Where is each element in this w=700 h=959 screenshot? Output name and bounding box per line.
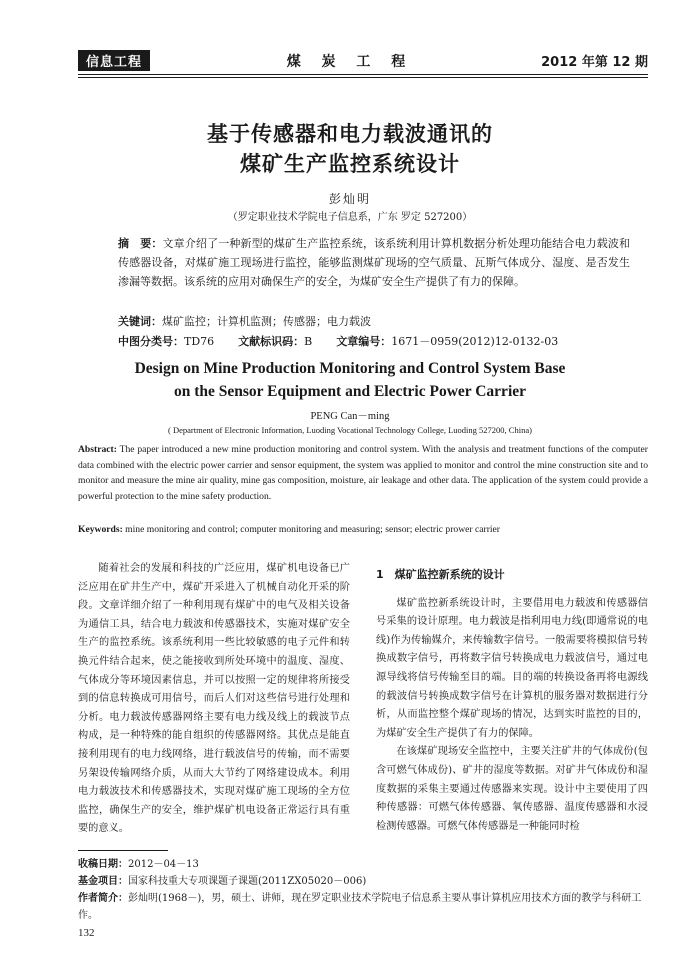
keywords-cn-label: 关键词： <box>118 315 162 328</box>
abstract-cn <box>118 234 630 291</box>
issue-label: 2012 年第 12 期 <box>541 55 648 70</box>
clc-label: 中图分类号： <box>118 335 184 348</box>
title-cn-line2: 煤矿生产监控系统设计 <box>240 152 460 176</box>
clc-value: TD76 <box>184 335 215 348</box>
doc-code-label: 文献标识码： <box>238 335 305 348</box>
fund-value: 国家科技重大专项课题子课题(2011ZX05020－006) <box>128 876 367 887</box>
footnote-fund <box>78 873 648 890</box>
received-label: 收稿日期： <box>78 859 128 870</box>
section-1-heading: 1 煤矿监控新系统的设计 <box>376 568 505 581</box>
author-cn: 彭灿明 <box>328 192 371 206</box>
footnote-received <box>78 856 648 873</box>
received-value: 2012－04－13 <box>128 859 199 870</box>
page-number: 132 <box>78 927 95 939</box>
journal-name: 煤 炭 工 程 <box>286 54 414 70</box>
abstract-en-label: Abstract: <box>78 444 117 455</box>
footnote-rule <box>78 850 168 851</box>
abstract-en-text: The paper introduced a new mine production monitoring and control system. With the analysis and treatment functions of the computer data combined with the electric power carrier and sensor equipment, the system was applied to monitor and control the mine construction site and to monitor and measure the mine air quality, mine gas composition, moisture, air leakage and other data. The application of the system could provide a powerful protection to the mine safety production. <box>78 444 648 502</box>
keywords-en-text: mine monitoring and control; computer monitoring and measuring; sensor; electric prower carrier <box>122 524 501 535</box>
doc-code-value: B <box>304 335 313 348</box>
keywords-en <box>78 524 648 535</box>
body-left-column <box>78 560 350 839</box>
article-no-label: 文章编号： <box>336 335 392 348</box>
abstract-cn-text: 文章介绍了一种新型的煤矿生产监控系统，该系统利用计算机数据分析处理功能结合电力载波和传感器设备，对煤矿施工现场进行监控，能够监测煤矿现场的空气质量、瓦斯气体成分、湿度、是否发生渗漏等数据。该系统的应用对确保生产的安全，为煤矿安全生产提供了有力的保障。 <box>118 237 631 288</box>
title-cn-line1: 基于传感器和电力载波通讯的 <box>207 122 493 146</box>
keywords-cn-text: 煤矿监控；计算机监测；传感器；电力载波 <box>162 315 371 328</box>
footnote-author <box>78 890 648 924</box>
keywords-cn <box>118 313 371 329</box>
title-en-line2: on the Sensor Equipment and Electric Power Carrier <box>173 383 527 400</box>
title-en-line1: Design on Mine Production Monitoring and Control System Base <box>134 360 566 377</box>
intro-paragraph: 随着社会的发展和科技的广泛应用，煤矿机电设备已广泛应用在矿井生产中，煤矿开采进入了机械自动化开采的阶段。文章详细介绍了一种利用现有煤矿中的电气及相关设备为通信工具，结合电力载波和传感器技术，实施对煤矿安全生产的监控系统。该系统利用一些比较敏感的电子元件和转换元件结合起来，使之能接收到所处环境中的温度、湿度、气体成分等环境因素信息，并可以按照一定的规律将所接受到的信息转换成可用信号，而后人们对这些信号进行处理和分析。电力载波传感器网络主要有电力线及线上的载波节点构成，是一种特殊的能自组织的传感器网络。其优点是能直接利用现有的电力线网络，进行载波信号的传输，而不需要另架设传输网络介质，从而大大节约了网络建设成本。利用电力载波技术和传感器技术，实现对煤矿施工现场的全方位监控，确保生产的安全，维护煤矿机电设备正常运行具有重要的意义。 <box>78 563 350 835</box>
author-en: PENG Can－ming <box>310 411 390 422</box>
keywords-en-label: Keywords: <box>78 524 123 535</box>
classification-line <box>118 333 558 349</box>
affiliation-en: ( Department of Electronic Information, Luoding Vocational Technology College, Luoding 527200, China) <box>168 425 532 435</box>
header-rule <box>78 74 648 75</box>
section-1-paragraph-1: 煤矿监控新系统设计时，主要借用电力载波和传感器信号采集的设计原理。电力载波是指利用电力线(即通常说的电线)作为传输媒介，来传输数字信号。一般需要将模拟信号转换成数字信号，再将数字信号转换成电力载波信号，通过电源导线将信号传输至目的端。目的端的转换设备再将电源线的载波信号转换成数字信号在计算机的服务器对数据进行分析，从而监控整个煤矿现场的情况，达到实时监控的目的，为煤矿安全生产提供了有力的保障。 <box>376 597 648 739</box>
body-right-column <box>376 560 648 836</box>
abstract-cn-label: 摘 要： <box>118 237 163 250</box>
author-bio-label: 作者简介： <box>78 893 128 904</box>
section-1-paragraph-2: 在该煤矿现场安全监控中，主要关注矿井的气体成份(包含可燃气体成份)、矿井的湿度等数据。对矿井气体成份和湿度数据的采集主要通过传感器来实现。设计中主要使用了四种传感器：可燃气体传感器、氧传感器、温度传感器和水浸检测传感器。可燃气体传感器是一种能同时检 <box>376 746 648 832</box>
section-tag: 信息工程 <box>78 50 150 71</box>
article-no-value: 1671－0959(2012)12-0132-03 <box>391 335 559 348</box>
fund-label: 基金项目： <box>78 876 128 887</box>
author-bio-value: 彭灿明(1968－)，男，硕士、讲师，现在罗定职业技术学院电子信息系主要从事计算机应用技术方面的教学与科研工作。 <box>78 893 642 921</box>
header-rule-thin <box>78 77 648 78</box>
abstract-en <box>78 442 648 504</box>
affiliation-cn: （罗定职业技术学院电子信息系，广东 罗定 527200） <box>227 212 473 223</box>
